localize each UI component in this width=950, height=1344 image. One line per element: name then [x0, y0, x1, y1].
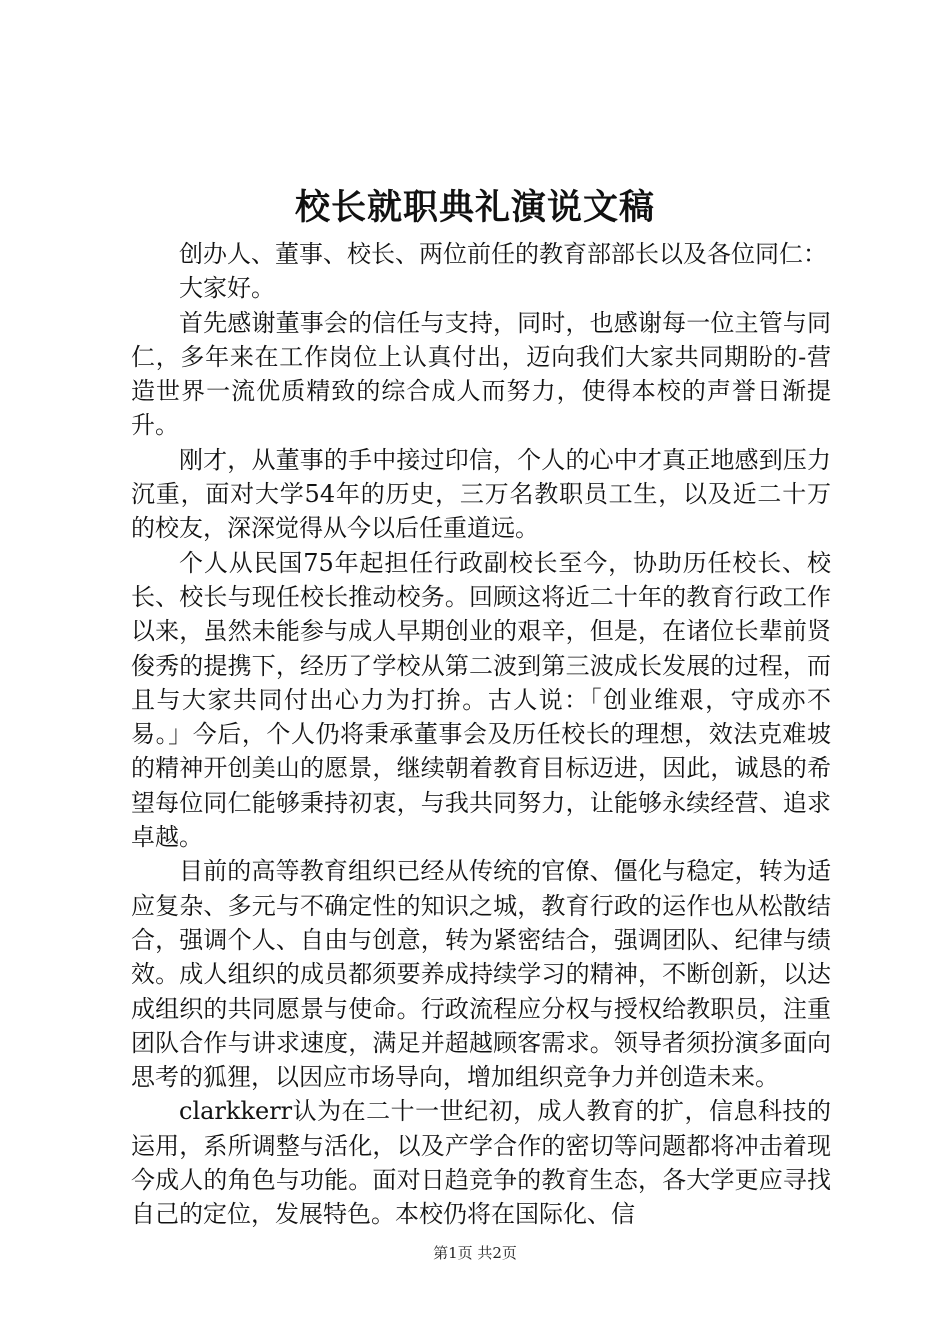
document-title: 校长就职典礼演说文稿 [294, 187, 655, 228]
paragraph-history: 个人从民国75年起担任行政副校长至今，协助历任校长、校长、校长与现任校长推动校务。回顾这将近二十年的教育行政工作以来，虽然未能参与成人早期创业的艰辛，但是，在诸位长辈前贤俊秀的提携下，经历了学校从第二波到第三波成长发展的过程，而且与大家共同付出心力为打拚。古人说：「创业维艰，守成亦不易。」今后，个人仍将秉承董事会及历任校长的理想，效法克难坡的精神开创美山的愿景，继续朝着教育目标迈进，因此，诚恳的希望每位同仁能够秉持初衷，与我共同努力，让能够永续经营、追求卓越。 [131, 548, 831, 852]
paragraph-outlook: clarkkerr认为在二十一世纪初，成人教育的扩，信息科技的运用，系所调整与活化，以及产学合作的密切等问题都将冲击着现今成人的角色与功能。面对日趋竞争的教育生态，各大学更应寻找自己的定位，发展特色。本校仍将在国际化、信 [131, 1097, 831, 1229]
paragraph-salutation: 创办人、董事、校长、两位前任的教育部部长以及各位同仁： [179, 240, 827, 268]
paragraph-greeting: 大家好。 [179, 274, 275, 303]
paragraph-thanks: 首先感谢董事会的信任与支持，同时，也感谢每一位主管与同仁，多年来在工作岗位上认真付出，迈向我们大家共同期盼的-营造世界一流优质精致的综合成人而努力，使得本校的声誉日渐提升。 [131, 308, 831, 440]
paragraph-pressure: 刚才，从董事的手中接过印信，个人的心中才真正地感到压力沉重，面对大学54年的历史，三万名教职员工生，以及近二十万的校友，深深觉得从今以后任重道远。 [131, 445, 831, 543]
document-body [131, 237, 831, 1232]
page-footer: 第1页 共2页 [433, 1244, 517, 1262]
paragraph-organization: 目前的高等教育组织已经从传统的官僚、僵化与稳定，转为适应复杂、多元与不确定性的知识之城，教育行政的运作也从松散结合，强调个人、自由与创意，转为紧密结合，强调团队、纪律与绩效。成人组织的成员都须要养成持续学习的精神，不断创新，以达成组织的共同愿景与使命。行政流程应分权与授权给教职员，注重团队合作与讲求速度，满足并超越顾客需求。领导者须扮演多面向思考的狐狸，以因应市场导向，增加组织竞争力并创造未来。 [131, 857, 831, 1092]
